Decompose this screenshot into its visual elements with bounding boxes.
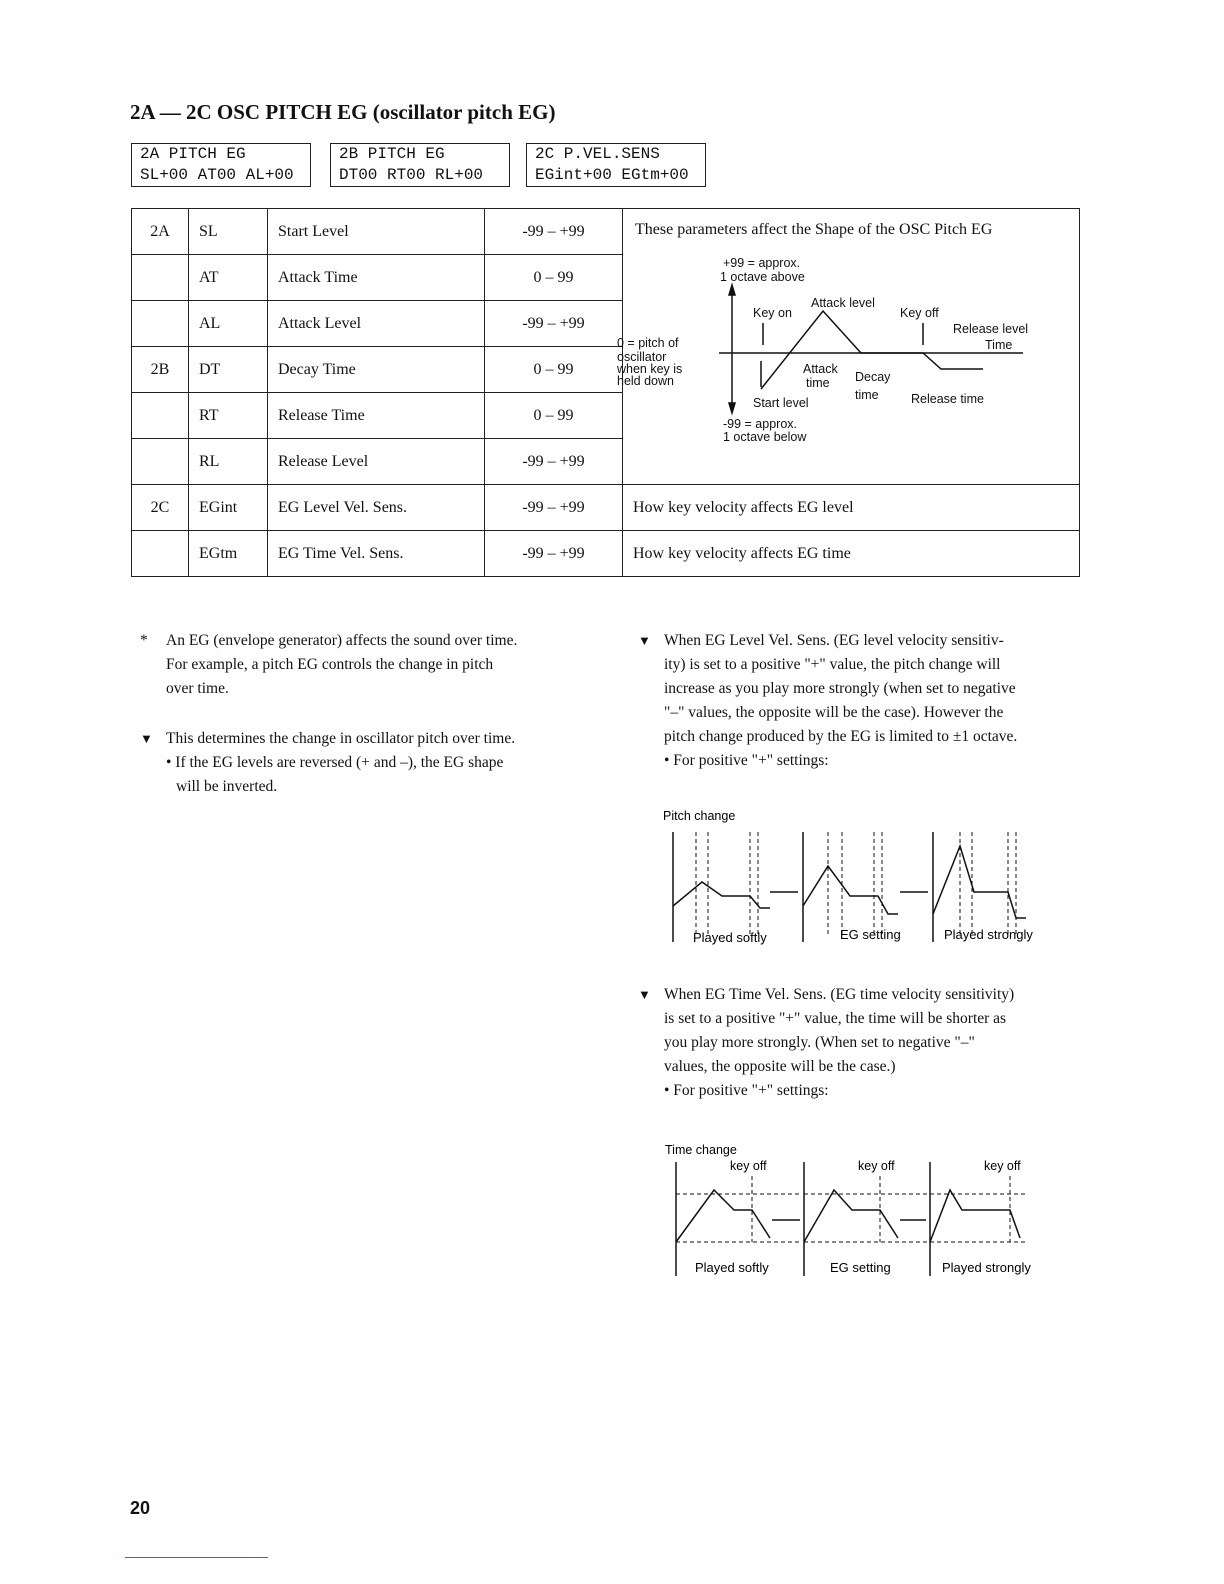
lcd-line: 2B PITCH EG bbox=[339, 145, 445, 163]
triangle-icon: ▼ bbox=[140, 731, 153, 746]
name-cell: Decay Time bbox=[268, 347, 485, 393]
range-cell: 0 – 99 bbox=[485, 347, 623, 393]
pitch-eg-note bbox=[140, 727, 590, 799]
note-line: ity) is set to a positive "+" value, the pitch change will bbox=[664, 656, 1001, 673]
group-cell: 2B bbox=[132, 347, 189, 393]
note-line: pitch change produced by the EG is limited to ±1 octave. bbox=[664, 728, 1018, 745]
pitch-change-diagram bbox=[660, 806, 1080, 948]
eg-softly bbox=[676, 1190, 770, 1242]
note-line: This determines the change in oscillator pitch over time. bbox=[166, 730, 516, 747]
lcd-line: EGint+00 EGtm+00 bbox=[535, 166, 689, 184]
time-sens-note bbox=[638, 983, 1083, 1103]
parameter-table bbox=[131, 208, 1080, 577]
group-cell bbox=[132, 255, 189, 301]
page-number: 20 bbox=[130, 1498, 151, 1518]
name-cell: Attack Level bbox=[268, 301, 485, 347]
abbr-cell: EGtm bbox=[189, 531, 268, 577]
note-line: For example, a pitch EG controls the change in pitch bbox=[166, 656, 494, 673]
lcd-line: 2C P.VEL.SENS bbox=[535, 145, 660, 163]
note-line: • If the EG levels are reversed (+ and –), the EG shape bbox=[166, 754, 504, 771]
key-off-label: key off bbox=[730, 1159, 767, 1173]
diagram-label: Key on bbox=[753, 306, 792, 320]
lcd-line: DT00 RT00 RL+00 bbox=[339, 166, 484, 184]
eg-setting bbox=[803, 866, 898, 914]
note-cell: How key velocity affects EG level bbox=[623, 485, 1080, 531]
diagram-label: Played strongly bbox=[944, 927, 1033, 942]
diagram-label: Time bbox=[985, 338, 1013, 352]
level-sens-note bbox=[638, 629, 1083, 773]
diagram-label: 1 octave above bbox=[720, 270, 805, 284]
abbr-cell: RT bbox=[189, 393, 268, 439]
note-line: When EG Time Vel. Sens. (EG time velocity sensitivity) bbox=[664, 986, 1015, 1003]
triangle-icon: ▼ bbox=[638, 987, 651, 1002]
abbr-cell: AT bbox=[189, 255, 268, 301]
diagram-label: Played softly bbox=[693, 930, 767, 945]
diagram-label: Key off bbox=[900, 306, 939, 320]
diagram-label: Attack bbox=[803, 362, 838, 376]
abbr-cell: RL bbox=[189, 439, 268, 485]
group-cell bbox=[132, 393, 189, 439]
range-cell: -99 – +99 bbox=[485, 485, 623, 531]
note-line: values, the opposite will be the case.) bbox=[664, 1058, 896, 1075]
diagram-label: held down bbox=[617, 374, 674, 388]
table-row bbox=[132, 209, 1080, 255]
diagram-label: EG setting bbox=[840, 927, 901, 942]
group-cell bbox=[132, 531, 189, 577]
note-line: will be inverted. bbox=[176, 778, 278, 795]
name-cell: Release Level bbox=[268, 439, 485, 485]
lcd-line: 2A PITCH EG bbox=[140, 145, 246, 163]
key-off-label: key off bbox=[984, 1159, 1021, 1173]
lcd-screen-2b bbox=[330, 143, 510, 187]
name-cell: EG Time Vel. Sens. bbox=[268, 531, 485, 577]
note-line: increase as you play more strongly (when set to negative bbox=[664, 680, 1016, 697]
eg-strongly bbox=[933, 846, 1026, 918]
range-cell: -99 – +99 bbox=[485, 531, 623, 577]
diagram-label: Start level bbox=[753, 396, 809, 410]
page-title: 2A — 2C OSC PITCH EG (oscillator pitch EG) bbox=[130, 100, 556, 124]
note-line: "–" values, the opposite will be the case). However the bbox=[664, 704, 1004, 721]
name-cell: Release Time bbox=[268, 393, 485, 439]
diagram-label: EG setting bbox=[830, 1260, 891, 1275]
arrow-up-icon bbox=[729, 285, 735, 295]
abbr-cell: AL bbox=[189, 301, 268, 347]
abbr-cell: EGint bbox=[189, 485, 268, 531]
note-line: • For positive "+" settings: bbox=[664, 1082, 829, 1099]
pitch-eg-diagram bbox=[617, 249, 1063, 489]
eg-setting bbox=[804, 1190, 898, 1242]
name-cell: Attack Time bbox=[268, 255, 485, 301]
lcd-screen-2c bbox=[526, 143, 706, 187]
range-cell: 0 – 99 bbox=[485, 393, 623, 439]
eg-strongly bbox=[930, 1190, 1020, 1242]
note-line: When EG Level Vel. Sens. (EG level velocity sensitiv- bbox=[664, 632, 1004, 649]
abbr-cell: DT bbox=[189, 347, 268, 393]
triangle-icon: ▼ bbox=[638, 633, 651, 648]
group-cell: 2A bbox=[132, 209, 189, 255]
diagram-label: -99 = approx. bbox=[723, 417, 798, 431]
note-line: An EG (envelope generator) affects the sound over time. bbox=[166, 632, 518, 649]
diagram-label: time bbox=[855, 388, 879, 402]
diagram-title: Pitch change bbox=[663, 809, 736, 823]
name-cell: EG Level Vel. Sens. bbox=[268, 485, 485, 531]
asterisk-mark: * bbox=[140, 632, 148, 649]
note-line: over time. bbox=[166, 680, 229, 697]
name-cell: Start Level bbox=[268, 209, 485, 255]
diagram-label: 0 = pitch of bbox=[617, 336, 679, 350]
arrow-down-icon bbox=[729, 403, 735, 413]
note-cell: How key velocity affects EG time bbox=[623, 531, 1080, 577]
range-cell: -99 – +99 bbox=[485, 301, 623, 347]
abbr-cell: SL bbox=[189, 209, 268, 255]
lcd-screen-2a bbox=[131, 143, 311, 187]
diagram-label: when key is bbox=[617, 362, 683, 376]
note-line: • For positive "+" settings: bbox=[664, 752, 829, 769]
table-row bbox=[132, 531, 1080, 577]
eg-softly bbox=[673, 882, 770, 908]
eg-note bbox=[140, 629, 590, 701]
diagram-label: Release time bbox=[911, 392, 984, 406]
diagram-label: 1 octave below bbox=[723, 430, 807, 444]
diagram-label: Attack level bbox=[811, 296, 875, 310]
table-row bbox=[132, 485, 1080, 531]
lcd-line: SL+00 AT00 AL+00 bbox=[140, 166, 294, 184]
note-line: you play more strongly. (When set to negative "–" bbox=[664, 1034, 975, 1051]
group-cell bbox=[132, 301, 189, 347]
diagram-label: Played strongly bbox=[942, 1260, 1031, 1275]
key-off-label: key off bbox=[858, 1159, 895, 1173]
diagram-label: Release level bbox=[953, 322, 1029, 336]
diagram-label: Played softly bbox=[695, 1260, 769, 1275]
range-cell: 0 – 99 bbox=[485, 255, 623, 301]
group-cell bbox=[132, 439, 189, 485]
diagram-label: Decay bbox=[855, 370, 891, 384]
group-cell: 2C bbox=[132, 485, 189, 531]
diagram-label: +99 = approx. bbox=[723, 256, 801, 270]
diagram-title: Time change bbox=[665, 1143, 737, 1157]
range-cell: -99 – +99 bbox=[485, 439, 623, 485]
note-line: is set to a positive "+" value, the time will be shorter as bbox=[664, 1010, 1007, 1027]
time-change-diagram bbox=[662, 1138, 1082, 1282]
diagram-label: time bbox=[806, 376, 830, 390]
shape-cell bbox=[617, 209, 1080, 485]
shape-note: These parameters affect the Shape of the OSC Pitch EG bbox=[635, 221, 993, 238]
diagram-label: oscillator bbox=[617, 350, 667, 364]
footer-rule bbox=[125, 1557, 268, 1558]
range-cell: -99 – +99 bbox=[485, 209, 623, 255]
